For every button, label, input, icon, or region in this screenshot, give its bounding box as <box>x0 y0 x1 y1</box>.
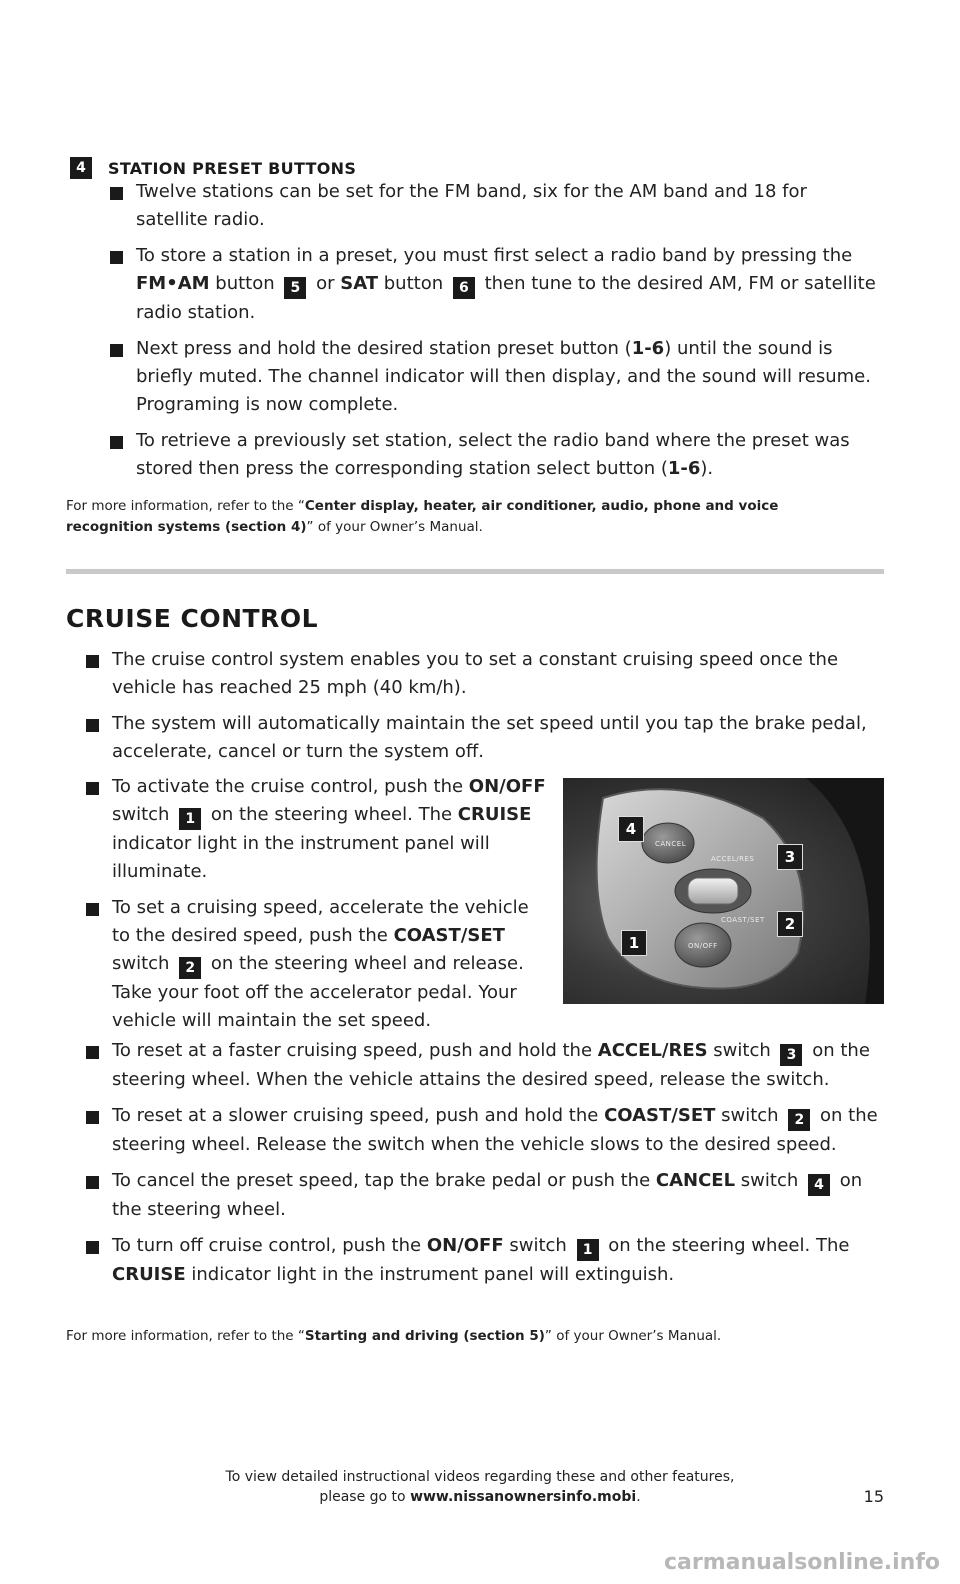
list-item <box>86 646 886 702</box>
text: To store a station in a preset, you must first select a radio band by pressing the <box>136 245 853 266</box>
text: To activate the cruise control, push the <box>112 776 469 797</box>
text: on the steering wheel. <box>112 1170 863 1220</box>
text: switch <box>735 1170 804 1191</box>
text: To retrieve a previously set station, select the radio band where the preset was stored then press the corresponding station select button ( <box>136 430 850 479</box>
onoff-switch-ref: ON/OFF <box>426 1235 504 1256</box>
sat-button-ref: SAT <box>340 273 379 294</box>
preset-section-header <box>70 157 356 179</box>
text: on the steering wheel. Release the switch when the vehicle slows to the desired speed. <box>112 1105 878 1155</box>
cruise-bullet-list-bottom <box>86 1037 886 1297</box>
bullet-square-icon <box>86 782 99 795</box>
callout-badge-5: 5 <box>284 277 306 299</box>
text: indicator light in the instrument panel will extinguish. <box>185 1264 675 1285</box>
list-item <box>86 1232 886 1289</box>
steering-wheel-switch-photo <box>563 778 884 1004</box>
text: switch <box>715 1105 785 1126</box>
steering-wheel-illustration <box>563 778 884 1004</box>
cruise-indicator-ref: CRUISE <box>457 804 532 825</box>
page-number: 15 <box>863 1487 884 1506</box>
onoff-label: ON/OFF <box>688 942 718 950</box>
bullet-square-icon <box>86 1111 99 1124</box>
list-item <box>110 178 880 234</box>
bullet-text: Twelve stations can be set for the FM band, six for the AM band and 18 for satellite radio. <box>136 181 807 230</box>
roller-switch-shape <box>688 878 738 904</box>
preset-bullet-list <box>110 178 880 491</box>
section-divider <box>66 569 884 574</box>
manual-section-ref: Starting and driving (section 5) <box>304 1328 545 1344</box>
text: on the steering wheel and release. Take your foot off the accelerator pedal. Your vehicle will maintain the set speed. <box>112 953 524 1031</box>
text: For more information, refer to the “ <box>66 1328 305 1344</box>
preset-range: 1-6 <box>667 458 701 479</box>
bullet-square-icon <box>86 1241 99 1254</box>
text: then tune to the desired AM, FM or satellite radio station. <box>136 273 876 323</box>
bullet-square-icon <box>86 1046 99 1059</box>
bullet-square-icon <box>110 187 123 200</box>
cruise-bullet-list-beside-photo <box>86 773 550 1043</box>
callout-badge-2: 2 <box>179 957 201 979</box>
text: To cancel the preset speed, tap the brake pedal or push the <box>112 1170 656 1191</box>
bullet-text: The system will automatically maintain the set speed until you tap the brake pedal, accelerate, cancel or turn the system off. <box>112 713 867 762</box>
footer-line-1: To view detailed instructional videos regarding these and other features, <box>225 1469 735 1485</box>
text: ” of your Owner’s Manual. <box>544 1328 722 1344</box>
text: on the steering wheel. The <box>602 1235 850 1256</box>
manual-section-ref: Center display, heater, air conditioner, audio, phone and voice recognition systems (section 4) <box>66 498 779 535</box>
text: . <box>636 1489 641 1505</box>
bullet-text: The cruise control system enables you to set a constant cruising speed once the vehicle has reached 25 mph (40 km/h). <box>112 649 839 698</box>
fmam-button-ref: FM•AM <box>136 273 210 294</box>
list-item <box>86 1167 886 1224</box>
bullet-square-icon <box>86 655 99 668</box>
callout-badge-6: 6 <box>453 277 475 299</box>
text: To set a cruising speed, accelerate the vehicle to the desired speed, push the <box>112 897 529 946</box>
text: on the steering wheel. The <box>205 804 458 825</box>
bullet-square-icon <box>86 1176 99 1189</box>
preset-section-badge: 4 <box>70 157 92 179</box>
list-item <box>110 427 880 483</box>
text: switch <box>112 953 176 974</box>
cruise-bullet-list-top <box>86 646 886 774</box>
footer-line-2 <box>0 1487 960 1507</box>
text: please go to <box>319 1489 411 1505</box>
bullet-square-icon <box>110 344 123 357</box>
coast-set-switch-ref: COAST/SET <box>604 1105 716 1126</box>
text: indicator light in the instrument panel will illuminate. <box>112 833 490 882</box>
text: switch <box>503 1235 573 1256</box>
text: button <box>378 273 449 294</box>
text: on the steering wheel. When the vehicle attains the desired speed, release the switch. <box>112 1040 870 1090</box>
text: To reset at a faster cruising speed, push and hold the <box>112 1040 598 1061</box>
cancel-switch-ref: CANCEL <box>655 1170 736 1191</box>
text: or <box>310 273 341 294</box>
cruise-section-title: CRUISE CONTROL <box>66 604 318 633</box>
callout-badge-1: 1 <box>179 808 201 830</box>
callout-badge-3: 3 <box>780 1044 802 1066</box>
text: switch <box>707 1040 777 1061</box>
callout-badge-2: 2 <box>788 1109 810 1131</box>
list-item <box>110 242 880 327</box>
cruise-reference-note <box>66 1326 886 1347</box>
accel-res-label: ACCEL/RES <box>711 855 755 863</box>
coast-set-label: COAST/SET <box>721 916 765 924</box>
preset-reference-note <box>66 496 866 538</box>
photo-callout-2: 2 <box>777 911 803 937</box>
cruise-indicator-ref: CRUISE <box>112 1264 186 1285</box>
text: For more information, refer to the “ <box>66 498 305 514</box>
page-footer <box>0 1467 960 1507</box>
photo-callout-4: 4 <box>618 816 644 842</box>
coast-set-switch-ref: COAST/SET <box>393 925 505 946</box>
list-item <box>86 1037 886 1094</box>
callout-badge-4: 4 <box>808 1174 830 1196</box>
photo-callout-1: 1 <box>621 930 647 956</box>
text: ). <box>700 458 714 479</box>
photo-callout-3: 3 <box>777 844 803 870</box>
cancel-label: CANCEL <box>655 840 687 848</box>
text: Next press and hold the desired station preset button ( <box>136 338 632 359</box>
text: button <box>209 273 281 294</box>
text: To turn off cruise control, push the <box>112 1235 427 1256</box>
accel-res-switch-ref: ACCEL/RES <box>597 1040 708 1061</box>
list-item <box>86 710 886 766</box>
callout-badge-1: 1 <box>577 1239 599 1261</box>
text: To reset at a slower cruising speed, push and hold the <box>112 1105 605 1126</box>
preset-section-title: STATION PRESET BUTTONS <box>108 158 357 178</box>
preset-range: 1-6 <box>631 338 665 359</box>
list-item <box>86 894 550 1035</box>
list-item <box>110 335 880 419</box>
text: switch <box>112 804 176 825</box>
bullet-square-icon <box>110 251 123 264</box>
owners-info-link[interactable]: www.nissanownersinfo.mobi <box>410 1489 637 1505</box>
bullet-square-icon <box>86 719 99 732</box>
bullet-square-icon <box>110 436 123 449</box>
text: ) until the sound is briefly muted. The channel indicator will then display, and the sound will resume. Programing is now complete. <box>136 338 871 415</box>
text: ” of your Owner’s Manual. <box>306 519 483 535</box>
onoff-switch-ref: ON/OFF <box>468 776 546 797</box>
list-item <box>86 773 550 886</box>
list-item <box>86 1102 886 1159</box>
wheel-rim-shape <box>793 778 884 1004</box>
bullet-square-icon <box>86 903 99 916</box>
watermark: carmanualsonline.info <box>664 1550 940 1575</box>
